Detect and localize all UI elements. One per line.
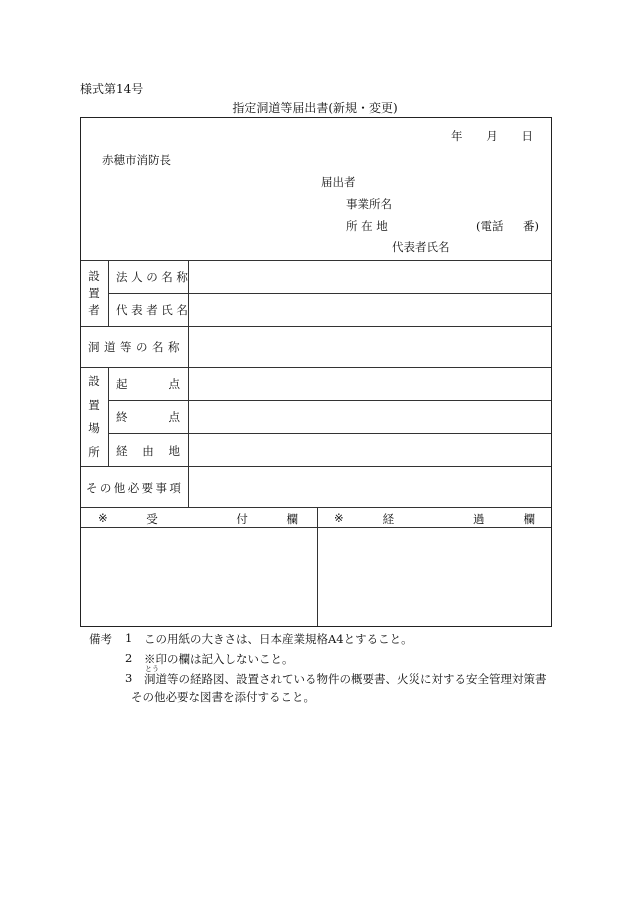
installer-group-label: 設 置 者 bbox=[88, 269, 100, 317]
column-divider bbox=[188, 260, 189, 507]
row-divider bbox=[81, 466, 551, 467]
start-point-label: 起 点 bbox=[116, 377, 180, 391]
form-number: 様式第14号 bbox=[80, 82, 144, 96]
site-group-label: 設 置 場 所 bbox=[88, 374, 100, 459]
row-divider bbox=[108, 400, 551, 401]
office-name-label: 事業所名 bbox=[346, 197, 392, 211]
notifier-label: 届出者 bbox=[321, 175, 356, 189]
remark-3-continuation: その他必要な図書を添付すること。 bbox=[131, 690, 315, 704]
corporate-name-label: 法人の名称 bbox=[116, 270, 192, 284]
end-point-label: 終 点 bbox=[116, 410, 180, 424]
row-divider bbox=[108, 293, 551, 294]
location-label: 所 在 地 bbox=[346, 219, 388, 233]
row-divider bbox=[81, 260, 551, 261]
reception-area[interactable] bbox=[81, 528, 316, 626]
remark-2-number: 2 bbox=[125, 651, 133, 665]
reception-column-header: ※ 受 付 欄 bbox=[98, 511, 298, 526]
date-month-label: 月 bbox=[486, 129, 498, 143]
remark-3-number: 3 bbox=[125, 671, 133, 685]
ruby-annotation: とう bbox=[145, 665, 159, 673]
document-title: 指定洞道等届出書(新規・変更) bbox=[232, 101, 398, 115]
phone-label-close: 番) bbox=[523, 219, 539, 233]
other-matters-label: その他必要事項 bbox=[86, 481, 184, 495]
progress-area[interactable] bbox=[318, 528, 551, 626]
progress-column-header: ※ 経 過 欄 bbox=[334, 511, 535, 526]
date-year-label: 年 bbox=[451, 129, 463, 143]
form-table bbox=[80, 117, 552, 627]
date-day-label: 日 bbox=[521, 129, 533, 143]
row-divider bbox=[81, 367, 551, 368]
column-divider bbox=[108, 367, 109, 466]
remark-1-text: この用紙の大きさは、日本産業規格A4とすること。 bbox=[144, 632, 413, 646]
tunnel-name-label: 洞道等の名称 bbox=[88, 340, 184, 354]
column-divider bbox=[108, 260, 109, 326]
remarks-label: 備考 bbox=[89, 632, 112, 646]
date-fields bbox=[451, 128, 533, 144]
addressee: 赤穂市消防長 bbox=[102, 153, 171, 167]
remark-1-number: 1 bbox=[125, 631, 133, 645]
phone-label-open: (電話 bbox=[476, 219, 504, 233]
via-point-label: 経 由 地 bbox=[116, 444, 180, 458]
representative-label: 代表者氏名 bbox=[392, 240, 450, 254]
row-divider bbox=[81, 326, 551, 327]
row-divider bbox=[108, 433, 551, 434]
row-divider bbox=[81, 507, 551, 508]
remark-2-text: ※印の欄は記入しないこと。 bbox=[144, 652, 294, 666]
representative-name-label: 代表者氏名 bbox=[116, 303, 192, 317]
remark-3-text: 洞道等の経路図、設置されている物件の概要書、火災に対する安全管理対策書 bbox=[144, 672, 547, 686]
